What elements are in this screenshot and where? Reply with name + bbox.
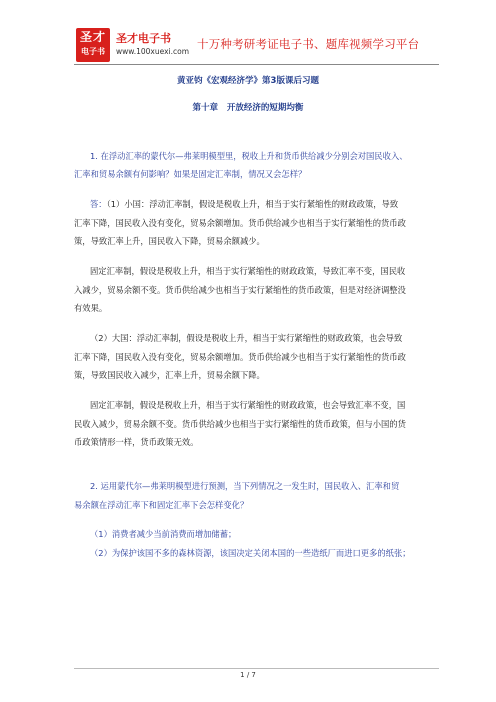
question-2-line-1: 2. 运用蒙代尔—弗莱明模型进行预测，当下列情况之一发生时，国民收入、汇率和贸 <box>90 481 400 491</box>
question-2-item-1: （1）消费者减少当前消费而增加储蓄； <box>90 529 237 539</box>
answer-1-para-2-line-3: 有效果。 <box>74 303 108 313</box>
logo-text-top: 圣才 <box>79 30 106 44</box>
footer-divider <box>74 668 439 669</box>
question-1-line-1: 1. 在浮动汇率的蒙代尔—弗莱明模型里，税收上升和货币供给减少分别会对国民收入、 <box>90 151 408 161</box>
answer-1-para-1-line-3: 策，导致汇率上升，国民收入下降，贸易余额减少。 <box>74 236 265 246</box>
answer-1-para-1-line-1 <box>90 198 398 210</box>
answer-1-para-1-line-2: 汇率下降，国民收入没有变化，贸易余额增加。货币供给减少也相当于实行紧缩性的货币政 <box>74 218 406 228</box>
logo-text-bottom: 电子书 <box>81 47 105 56</box>
answer-1-para-4-line-2: 民收入减少，贸易余额不变。货币供给减少也相当于实行紧缩性的货币政策，但与小国的货 <box>74 419 406 429</box>
question-2-line-2: 易余额在浮动汇率下和固定汇率下会怎样变化？ <box>74 500 249 510</box>
answer-1-para-4-line-3: 币政策情形一样，货币政策无效。 <box>74 437 199 447</box>
answer-1-para-4-line-1: 固定汇率制，假设是税收上升，相当于实行紧缩性的财政政策，也会导致汇率不变，国 <box>90 400 406 410</box>
answer-1-para-2-line-1: 固定汇率制，假设是税收上升，相当于实行紧缩性的财政政策，导致汇率不变，国民收 <box>90 266 406 276</box>
brand-url: www.100xuexi.com <box>116 47 190 56</box>
header-slogan: 十万种考研考证电子书、题库视频学习平台 <box>197 37 420 51</box>
chapter-heading: 第十章 开放经济的短期均衡 <box>192 103 304 113</box>
brand-logo <box>76 28 110 62</box>
question-2-item-2: （2）为保护该国不多的森林资源，该国决定关闭本国的一些造纸厂而进口更多的纸张； <box>90 548 411 558</box>
answer-label: 答： <box>90 199 107 209</box>
answer-1-para-3-line-1: （2）大国：浮动汇率制，假设是税收上升，相当于实行紧缩性的财政政策，也会导致 <box>90 333 403 343</box>
answer-1-para-3-line-2: 汇率下降，国民收入没有变化，贸易余额增加。货币供给减少也相当于实行紧缩性的货币政 <box>74 352 406 362</box>
answer-1-para-1-text: （1）小国：浮动汇率制，假设是税收上升，相当于实行紧缩性的财政政策，导致 <box>106 199 399 209</box>
header-divider <box>74 64 439 65</box>
question-1-line-2: 汇率和贸易余额有何影响？如果是固定汇率制，情况又会怎样？ <box>74 169 307 179</box>
document-title: 黄亚钧《宏观经济学》第3版课后习题 <box>177 76 319 86</box>
brand-name: 圣才电子书 <box>116 32 171 45</box>
answer-1-para-3-line-3: 策，导致国民收入减少，汇率上升，贸易余额下降。 <box>74 370 265 380</box>
page-header <box>68 28 446 64</box>
answer-1-para-2-line-2: 入减少，贸易余额不变。货币供给减少也相当于实行紧缩性的货币政策，但是对经济调整没 <box>74 285 406 295</box>
page-number: 1 / 7 <box>240 671 256 679</box>
